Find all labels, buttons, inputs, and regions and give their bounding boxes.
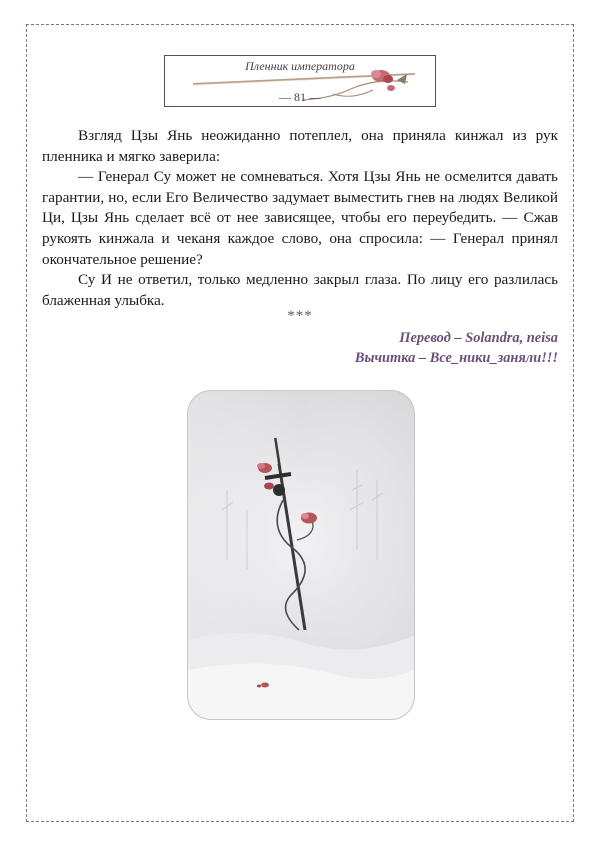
paragraph: — Генерал Су может не сомневаться. Хотя Цзы Янь не осмелится давать гарантии, но, если Его Величество задумает выместить гнев на людях Великой Ци, Цзы Янь сделает всё от нее зависящее, чтобы его переубедить. — Сжав рукоять кинжала и чеканя каждое слово, она спросила: — Генерал принял окончательное решение?	[42, 168, 558, 268]
section-separator: ***	[287, 308, 313, 324]
paragraph: Су И не ответил, только медленно закрыл глаза. По лицу его разлилась блаженная улыбка.	[42, 271, 558, 309]
paragraph: Взгляд Цзы Янь неожиданно потеплел, она приняла кинжал из рук пленника и мягко заверила:	[42, 127, 558, 165]
running-header	[164, 55, 436, 107]
proofreading-credit: Вычитка – Все_ники_заняли!!!	[354, 350, 558, 366]
translation-credit: Перевод – Solandra, neisa	[399, 330, 558, 346]
book-title: Пленник императора	[245, 59, 355, 73]
page-number: — 81 —	[279, 90, 321, 104]
snow-sword-illustration	[187, 390, 415, 720]
body-text	[42, 126, 558, 311]
